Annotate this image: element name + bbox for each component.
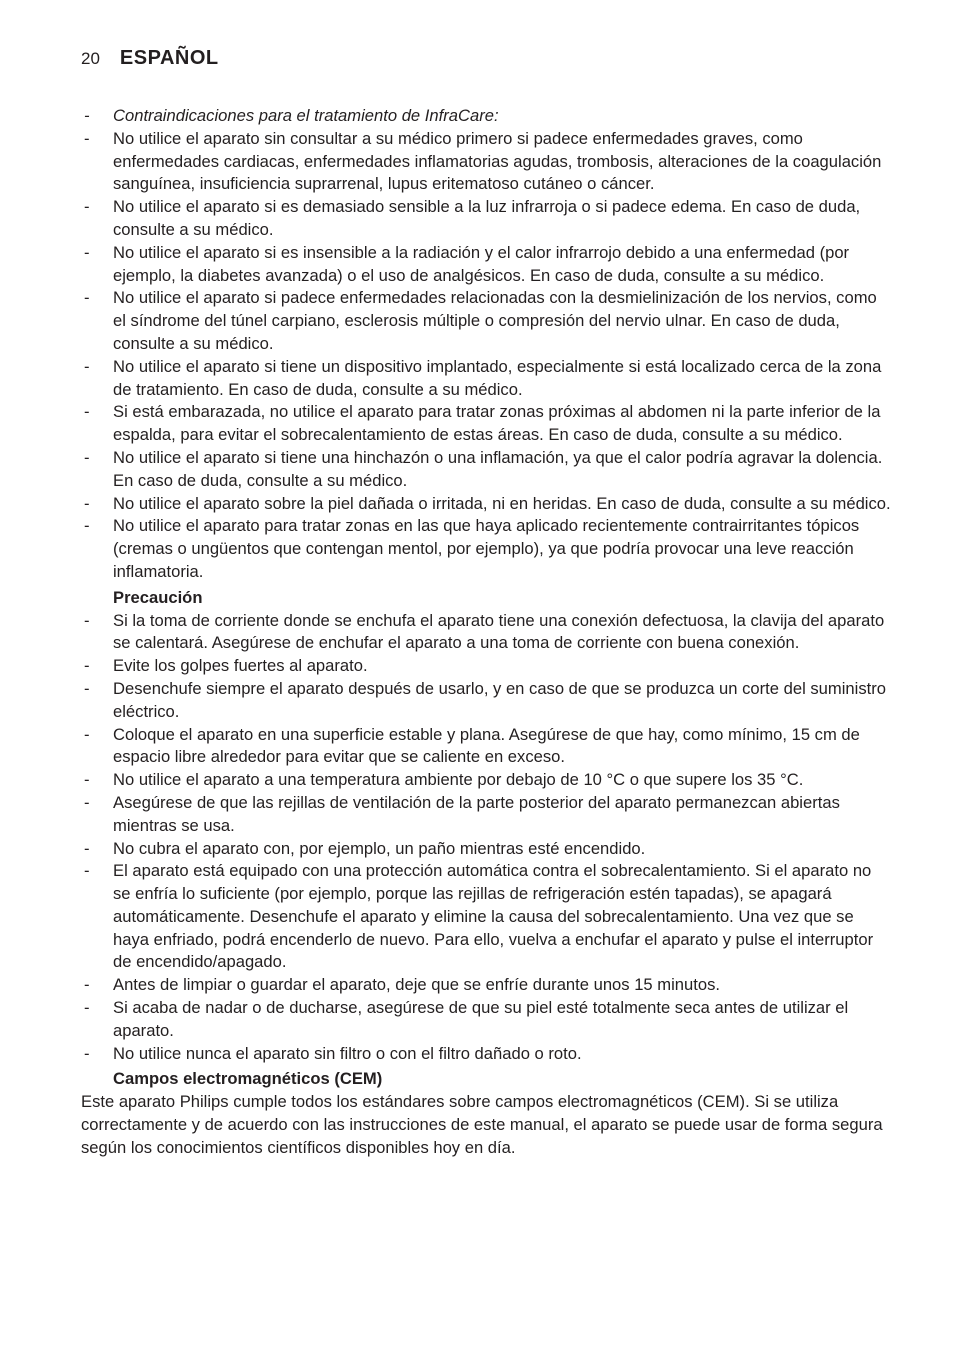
list-item: - No utilice el aparato si tiene una hinchazón o una inflamación, ya que el calor podría agravar la dolencia. En caso de duda, consulte a su médico. bbox=[81, 447, 891, 493]
list-item: - Evite los golpes fuertes al aparato. bbox=[81, 655, 891, 678]
list-item: - No utilice el aparato si padece enfermedades relacionadas con la desmielinización de los nervios, como el síndrome del túnel carpiano, esclerosis múltiple o compresión del nervio ulnar. En caso de duda, consulte a su médico. bbox=[81, 287, 891, 355]
list-item: - Si está embarazada, no utilice el aparato para tratar zonas próximas al abdomen ni la parte inferior de la espalda, para evitar el sobrecalentamiento de estas áreas. En caso de duda, consulte a su médico. bbox=[81, 401, 891, 447]
list-item: - No utilice el aparato si tiene un dispositivo implantado, especialmente si está localizado cerca de la zona de tratamiento. En caso de duda, consulte a su médico. bbox=[81, 356, 891, 402]
list-item: - No utilice el aparato si es demasiado sensible a la luz infrarroja o si padece edema. En caso de duda, consulte a su médico. bbox=[81, 196, 891, 242]
page-header bbox=[81, 47, 219, 73]
emf-paragraph: Este aparato Philips cumple todos los estándares sobre campos electromagnéticos (CEM). Si se utiliza correctamente y de acuerdo con las instrucciones de este manual, el aparato se puede usar de forma segura según los conocimientos científicos disponibles hoy en día. bbox=[81, 1092, 883, 1157]
list-item: - Si acaba de nadar o de ducharse, asegúrese de que su piel esté totalmente seca antes de utilizar el aparato. bbox=[81, 997, 891, 1043]
list-item: - Si la toma de corriente donde se enchufa el aparato tiene una conexión defectuosa, la clavija del aparato se calentará. Asegúrese de enchufar el aparato a una toma de corriente con buena conexión. bbox=[81, 610, 891, 656]
section-title: ESPAÑOL bbox=[119, 47, 219, 69]
list-item: - No cubra el aparato con, por ejemplo, un paño mientras esté encendido. bbox=[81, 838, 891, 861]
list-item: - Asegúrese de que las rejillas de ventilación de la parte posterior del aparato permanezcan abiertas mientras se usa. bbox=[81, 792, 891, 838]
list-item: - No utilice nunca el aparato sin filtro o con el filtro dañado o roto. bbox=[81, 1043, 891, 1066]
list-item: - Coloque el aparato en una superficie estable y plana. Asegúrese de que hay, como mínimo, 15 cm de espacio libre alrededor para evitar que se caliente en exceso. bbox=[81, 724, 891, 770]
list-item: - No utilice el aparato a una temperatura ambiente por debajo de 10 °C o que supere los 35 °C. bbox=[81, 769, 891, 792]
emf-heading: Campos electromagnéticos (CEM) bbox=[113, 1069, 383, 1089]
caution-heading: Precaución bbox=[113, 587, 203, 607]
list-item: - No utilice el aparato sin consultar a su médico primero si padece enfermedades graves, como enfermedades cardiacas, enfermedades inflamatorias agudas, trombosis, alteraciones de la coagulación sanguínea, insuficiencia suprarrenal, lupus eritematoso cutáneo o cáncer. bbox=[81, 128, 891, 196]
list-item: - No utilice el aparato para tratar zonas en las que haya aplicado recientemente contrairritantes tópicos (cremas o ungüentos que contengan mentol, por ejemplo), ya que podría provocar una leve reacción inflamatoria. bbox=[81, 515, 891, 583]
page-number: 20 bbox=[81, 49, 100, 68]
list-item: - No utilice el aparato sobre la piel dañada o irritada, ni en heridas. En caso de duda, consulte a su médico. bbox=[81, 493, 891, 516]
list-item: - No utilice el aparato si es insensible a la radiación y el calor infrarrojo debido a una enfermedad (por ejemplo, la diabetes avanzada) o el uso de analgésicos. En caso de duda, consulte a su médico. bbox=[81, 242, 891, 288]
contraindications-title: - Contraindicaciones para el tratamiento de InfraCare: bbox=[81, 105, 891, 128]
list-item: - Antes de limpiar o guardar el aparato, deje que se enfríe durante unos 15 minutos. bbox=[81, 974, 891, 997]
page-content bbox=[81, 105, 891, 1160]
list-item: - Desenchufe siempre el aparato después de usarlo, y en caso de que se produzca un corte del suministro eléctrico. bbox=[81, 678, 891, 724]
list-item: - El aparato está equipado con una protección automática contra el sobrecalentamiento. Si el aparato no se enfría lo suficiente (por ejemplo, porque las rejillas de refrigeración estén tapadas), se apagará automáticamente. Desenchufe el aparato y elimine la causa del sobrecalentamiento. Una vez que se haya enfriado, podrá encenderlo de nuevo. Para ello, vuelva a enchufar el aparato y pulse el interruptor de encendido/apagado. bbox=[81, 860, 891, 974]
